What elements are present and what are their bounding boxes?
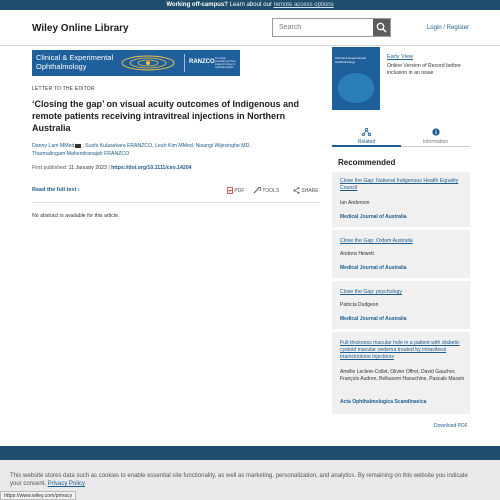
site-header (0, 10, 500, 46)
list-separator (332, 227, 470, 230)
privacy-policy-link[interactable]: Privacy Policy (47, 481, 86, 487)
share-icon (293, 187, 300, 194)
mail-icon[interactable] (75, 144, 81, 148)
list-separator (332, 278, 470, 281)
journal-title (36, 53, 113, 71)
cover-artwork (338, 73, 374, 103)
tab-related[interactable] (332, 125, 401, 147)
author-links[interactable]: , Sushi Kulasekara FRANZCO, Leah Kim MMed, Nisangi Wijesinghe MD, (82, 143, 251, 149)
search-input[interactable] (273, 19, 374, 36)
journal-cover-image[interactable] (332, 47, 380, 110)
author-link[interactable]: Danny Lam MMed (32, 143, 75, 149)
recommended-authors: Andrew Hewett (340, 251, 374, 257)
cookie-message: This website stores data such as cookies to enable essential site functionality, as well as marketing, personalization, and analytics. By remaining on this website you indicate your consent. (10, 473, 468, 487)
article-title: ‘Closing the gap’ on visual acuity outcomes of Indigenous and remote patients receiving intravitreal injections in Northern Australia (32, 99, 300, 133)
recommended-journal[interactable]: Acta Ophthalmologica Scandinavica (340, 399, 427, 405)
ranzco-fullname: The Royal Australian and New Zealand College of Ophthalmologists (215, 57, 236, 69)
cookie-text (10, 472, 480, 488)
search-box (272, 18, 391, 37)
recommended-heading: Recommended (338, 158, 396, 167)
recommended-journal[interactable]: Medical Journal of Australia (340, 316, 407, 322)
chevron-right-icon: › (77, 187, 80, 193)
pdf-button[interactable] (227, 187, 244, 194)
search-button[interactable] (373, 19, 390, 36)
related-icon (362, 128, 371, 136)
recommended-list (332, 172, 470, 414)
recommended-authors: Amélie Leclere-Collet, Olivier Offret, David Gaucher, François Audren, Belkacem Haouchine, Pascale Massin (340, 369, 465, 382)
author-list (32, 142, 297, 158)
pdf-label: PDF (234, 187, 245, 194)
tab-related-label: Related (357, 139, 376, 145)
status-bar-url: https://www.wiley.com/privacy (0, 491, 76, 500)
wiley-logo[interactable]: Wiley Online Library (32, 23, 129, 34)
search-icon (376, 22, 387, 33)
pdf-icon (227, 187, 233, 194)
early-view-link[interactable]: Early View (387, 54, 413, 60)
journal-title-line1: Clinical & Experimental (36, 53, 114, 62)
recommended-authors: Patricia Dudgeon (340, 302, 379, 308)
remote-access-link[interactable]: remote access options (273, 2, 334, 8)
divider (32, 202, 320, 203)
publication-info (32, 165, 192, 171)
footer-band (0, 446, 500, 460)
read-full-label: Read the full text (32, 187, 77, 193)
access-banner-bold: Working off-campus? (166, 2, 228, 8)
ranzco-logo (184, 54, 238, 72)
sidebar-tabs (332, 125, 470, 147)
info-icon (432, 128, 440, 136)
recommended-title-link[interactable]: Close the Gap: Oxfam Australia (340, 238, 413, 244)
recommended-title-link[interactable]: Close the Gap: psychology (340, 289, 402, 295)
tools-button[interactable] (253, 187, 279, 194)
login-register-link[interactable]: Login / Register (426, 25, 469, 31)
first-published-label: First published: (32, 165, 69, 171)
publication-date: 11 January 2023 (68, 165, 107, 171)
journal-title-line2: Ophthalmology (36, 62, 87, 71)
wrench-icon (253, 187, 261, 194)
recommended-authors: Ian Anderson (340, 200, 370, 206)
recommended-journal[interactable]: Medical Journal of Australia (340, 214, 407, 220)
cover-title: Clinical & Experimental Ophthalmology (335, 56, 366, 64)
read-full-text-link[interactable] (32, 187, 80, 193)
recommended-title-link[interactable]: Close the Gap: National Indigenous Health Equality Council (340, 178, 459, 191)
access-banner (0, 0, 500, 10)
doi-link[interactable]: https://doi.org/10.1111/ceo.14204 (111, 165, 192, 171)
recommended-journal[interactable]: Medical Journal of Australia (340, 265, 407, 271)
pub-separator: | (106, 165, 112, 171)
journal-banner[interactable] (32, 50, 240, 76)
share-label: SHARE (301, 187, 319, 194)
list-separator (332, 329, 470, 332)
article-type: LETTER TO THE EDITOR (32, 86, 95, 92)
share-button[interactable] (293, 187, 319, 194)
tab-information[interactable] (401, 125, 470, 147)
download-pdf-link[interactable]: Download PDF (434, 423, 468, 429)
early-view-description: Online Version of Record before inclusion in an issue (387, 63, 461, 76)
journal-ornament-icon (118, 54, 178, 72)
no-abstract-notice: No abstract is available for this article. (32, 213, 120, 219)
author-link[interactable]: Tharmalingam Mahendranajah FRANZCO (32, 151, 130, 157)
ranzco-label: RANZCO (189, 59, 215, 65)
article-tools (32, 186, 320, 196)
tools-label: TOOLS (262, 187, 280, 194)
access-banner-text: Learn about our (227, 2, 274, 8)
recommended-title-link[interactable]: Full-thickness macular hole in a patient with diabetic cystoid macular oedema treated by intravitreal triamcinolone injections (340, 340, 460, 360)
tab-information-label: Information (422, 139, 448, 145)
